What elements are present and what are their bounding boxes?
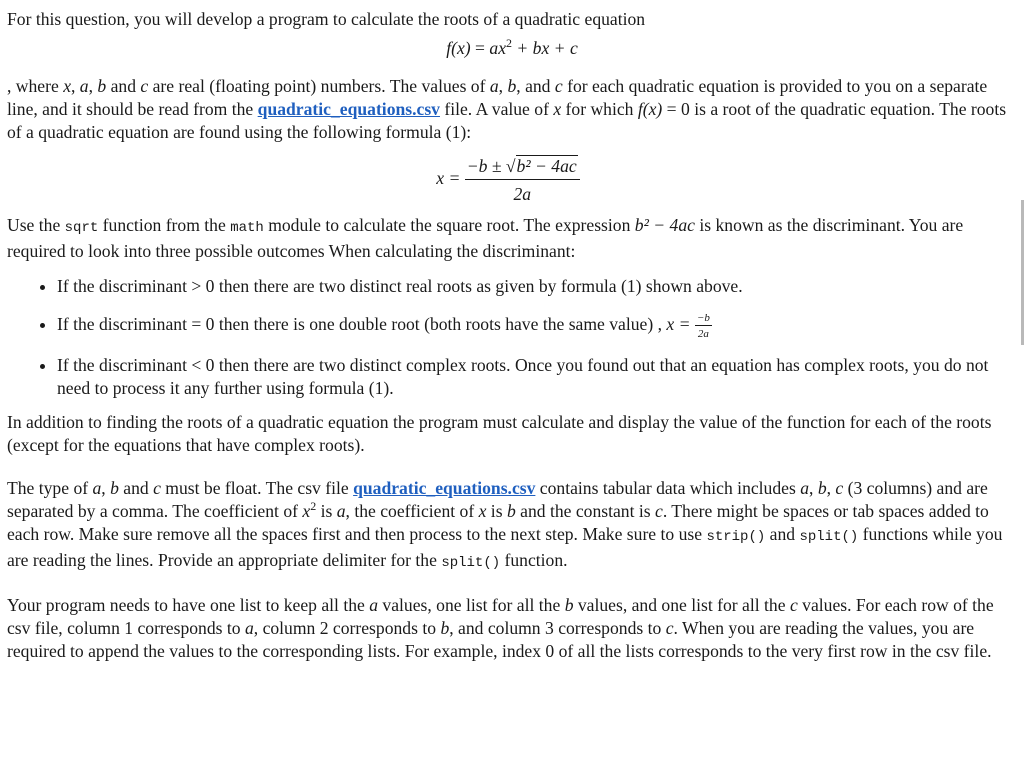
text: is — [486, 501, 507, 521]
formula-lhs: x = — [436, 168, 465, 189]
text: , — [809, 478, 818, 498]
quadratic-formula — [7, 154, 1009, 206]
eq-equals: = — [470, 38, 490, 58]
list-item — [57, 275, 1009, 298]
text: (3 columns) and are separated by a comma. The coefficient of — [7, 478, 988, 521]
var-b: b — [507, 76, 517, 96]
var-b: b — [817, 478, 827, 498]
var-c: c — [665, 618, 674, 638]
var-c: c — [153, 478, 161, 498]
intro-text: For this question, you will develop a program to calculate the roots of a quadratic equation — [7, 9, 646, 29]
case-zero: If the discriminant = 0 then there is one double root (both roots have the same value) , — [57, 314, 667, 335]
paragraph-function-value: In addition to finding the roots of a quadratic equation the program must calculate and display the value of the function for each of the roots (except for the equations that have complex roots). — [7, 412, 992, 455]
text: file. A value of — [439, 99, 554, 119]
csv-file-link[interactable]: quadratic_equations.csv — [257, 99, 440, 119]
double-root-x: x = — [666, 314, 695, 335]
text: . There might be spaces or tab spaces added to each row. Make sure remove all the spaces first and then process to the next step. Make sure to use — [7, 501, 989, 544]
formula-denominator: 2a — [513, 184, 532, 204]
var-c: c — [835, 478, 844, 498]
text: and — [118, 478, 154, 498]
text: functions while you are reading the lines. Provide an appropriate delimiter for the — [7, 524, 1003, 570]
assignment-document — [7, 8, 1009, 663]
text: and the constant is — [515, 501, 656, 521]
text: , — [826, 478, 836, 498]
text: . When you are reading the values, you are required to append the values to the corresponding lists. For example, index 0 of all the lists corresponds to the very first row in the csv file. — [7, 618, 992, 661]
code-split: split() — [799, 529, 859, 545]
text: values, and one list for all the — [573, 595, 790, 615]
eq-rest: + bx + c — [512, 38, 578, 58]
text: , and column 3 corresponds to — [449, 618, 666, 638]
text: , column 2 corresponds to — [253, 618, 441, 638]
paragraph-lists — [7, 594, 1009, 663]
var-c: c — [655, 501, 663, 521]
case-negative: If the discriminant < 0 then there are two distinct complex roots. Once you found out that an equation has complex roots, you do not need to process it any further using formula (1). — [57, 355, 989, 398]
text: is a root of the quadratic equation. The roots of a quadratic equation are found using the following formula (1): — [7, 99, 1007, 142]
text: are real (floating point) numbers. The values of — [148, 76, 490, 96]
text: must be float. The csv file — [160, 478, 354, 498]
text: and — [765, 524, 800, 544]
text: values. For each row of the csv file, column 1 corresponds to — [7, 595, 994, 638]
text: , — [88, 76, 98, 96]
numerator-prefix: −b ± √ — [466, 156, 516, 176]
var-b: b — [564, 595, 574, 615]
case-positive: If the discriminant > 0 then there are two distinct real roots as given by formula (1) shown above. — [57, 276, 743, 296]
text: , — [71, 76, 80, 96]
var-a: a — [489, 76, 499, 96]
text: for each quadratic equation is provided to you on a separate line, and it should be read from the — [7, 76, 988, 119]
text: is — [316, 501, 337, 521]
double-root-numerator: −b — [696, 312, 710, 324]
discriminant-expression: b² − 4ac — [634, 215, 695, 235]
double-root-fraction — [695, 312, 712, 340]
var-a: a — [369, 595, 379, 615]
var-a: a — [244, 618, 254, 638]
var-b: b — [97, 76, 107, 96]
text: contains tabular data which includes — [535, 478, 801, 498]
var-c: c — [789, 595, 798, 615]
text: is known as the discriminant. You are required to look into three possible outcomes When calculating the discriminant: — [7, 215, 964, 261]
text: Your program needs to have one list to keep all the — [7, 595, 370, 615]
text: , — [498, 76, 508, 96]
code-sqrt: sqrt — [64, 220, 99, 236]
text: and — [106, 76, 141, 96]
var-b: b — [440, 618, 450, 638]
var-x: x — [478, 501, 487, 521]
var-a: a — [79, 76, 89, 96]
list-item — [57, 354, 1009, 400]
text: function from the — [98, 215, 231, 235]
var-c: c — [554, 76, 563, 96]
code-strip: strip() — [706, 529, 766, 545]
var-c: c — [140, 76, 149, 96]
quadratic-function — [15, 37, 1009, 60]
list-item — [57, 312, 1009, 340]
double-root-denominator: 2a — [697, 328, 709, 340]
csv-file-link[interactable]: quadratic_equations.csv — [353, 478, 536, 498]
paragraph-sqrt — [7, 214, 1009, 263]
paragraph-variables — [7, 75, 1009, 144]
eq-ax: ax — [489, 38, 506, 58]
var-a: a — [336, 501, 346, 521]
text: , where — [7, 76, 64, 96]
formula-fraction — [465, 154, 580, 206]
text: , and — [516, 76, 555, 96]
function-fx: f(x) — [637, 99, 663, 119]
discriminant-cases-list — [7, 275, 1009, 400]
var-x: x — [553, 99, 562, 119]
var-a: a — [92, 478, 102, 498]
code-split: split() — [441, 555, 501, 571]
var-x: x — [302, 501, 311, 521]
text: , — [101, 478, 111, 498]
code-math: math — [230, 220, 264, 236]
formula-numerator — [465, 154, 580, 180]
text: , the coefficient of — [345, 501, 479, 521]
var-a: a — [800, 478, 810, 498]
text: = 0 — [662, 99, 690, 119]
text: function. — [500, 550, 568, 570]
radicand: b² − 4ac — [516, 156, 577, 176]
text: for which — [561, 99, 638, 119]
paragraph-csv-format: The type of a, b and c must be float. The csv file quadratic_equations.csv contains tabular data which includes a, b, c (3 columns) and are separated by a comma. The coefficient of $x^2$ is a, the coefficient of x is b and the constant is c. There might be spaces or tab spaces added to each row. Make sure remove all the spaces first and then process to the next step. Make sure to use strip() and split() functions while you are reading the lines. Provide an appropriate delimiter for the split() function. — [7, 478, 1003, 571]
text: module to calculate the square root. The expression — [263, 215, 635, 235]
eq-exponent: 2 — [506, 36, 512, 51]
var-x: x — [63, 76, 71, 96]
text: values, one list for all the — [378, 595, 565, 615]
var-b: b — [506, 501, 516, 521]
text: The type of — [7, 478, 93, 498]
eq-f: f(x) — [446, 38, 471, 58]
var-b: b — [110, 478, 119, 498]
text: Use the — [7, 215, 65, 235]
